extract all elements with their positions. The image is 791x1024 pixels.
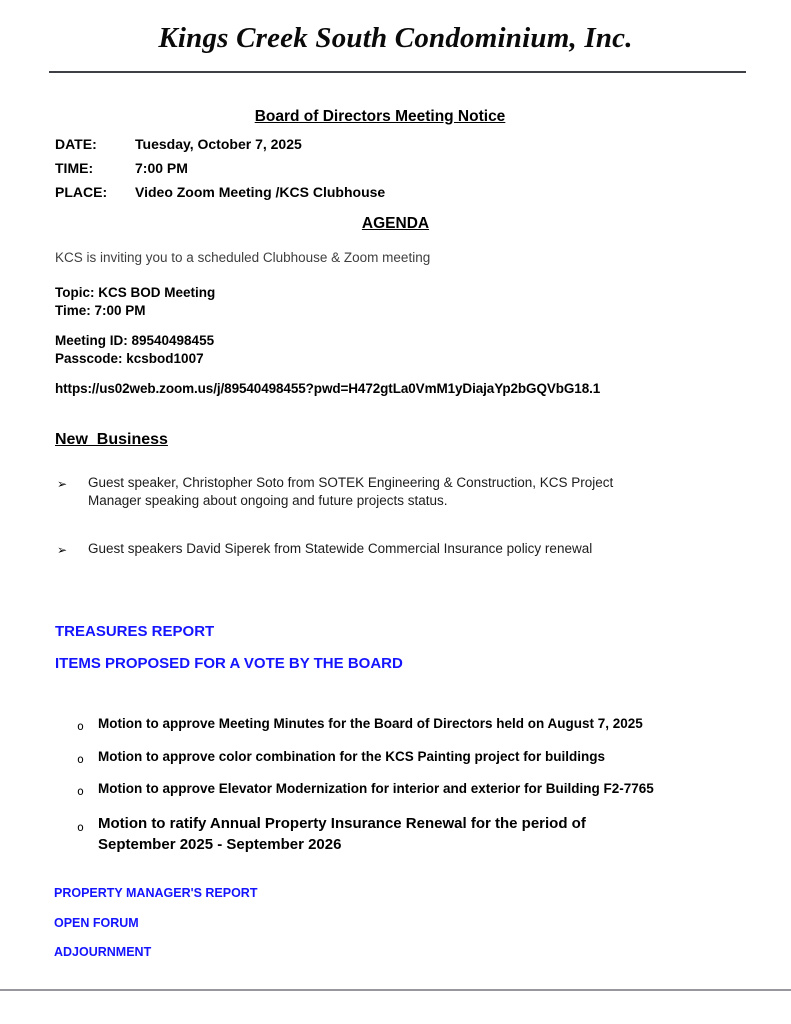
passcode-line: Passcode: kcsbod1007 [55, 350, 204, 366]
motion-text: Motion to approve Meeting Minutes for the Board of Directors held on August 7, 2025 [98, 716, 643, 731]
new-business-item-text: Guest speaker, Christopher Soto from SOTEK Engineering & Construction, KCS Project Manager speaking about ongoing and future projects status. [88, 475, 614, 508]
place-label: PLACE: [55, 184, 108, 200]
treasures-report-heading: TREASURES REPORT [55, 623, 215, 640]
agenda-heading: AGENDA [361, 215, 430, 232]
circle-bullet-icon: o [77, 752, 84, 766]
meeting-date-row [55, 136, 302, 152]
organization-title: Kings Creek South Condominium, Inc. [158, 22, 633, 54]
list-item [77, 748, 738, 768]
property-managers-report-heading: PROPERTY MANAGER'S REPORT [54, 886, 258, 900]
motion-text: Motion to approve color combination for the KCS Painting project for buildings [98, 749, 605, 764]
arrow-bullet-icon: ➢ [57, 543, 68, 557]
open-forum-heading: OPEN FORUM [54, 916, 139, 930]
items-proposed-heading: ITEMS PROPOSED FOR A VOTE BY THE BOARD [55, 655, 403, 672]
zoom-meeting-url[interactable]: https://us02web.zoom.us/j/89540498455?pwd=H472gtLa0VmM1yDiajaYp2bGQVbG18.1 [55, 381, 601, 396]
date-label: DATE: [55, 136, 97, 152]
list-item [77, 780, 738, 800]
new-business-item-text: Guest speakers David Siperek from Statewide Commercial Insurance policy renewal [88, 541, 593, 556]
zoom-invite-line: KCS is inviting you to a scheduled Clubhouse & Zoom meeting [55, 250, 431, 265]
adjournment-heading: ADJOURNMENT [54, 945, 152, 959]
place-value: Video Zoom Meeting /KCS Clubhouse [135, 184, 386, 200]
topic-line: Topic: KCS BOD Meeting [55, 285, 216, 300]
meeting-credentials-block [55, 332, 214, 367]
circle-bullet-icon: o [77, 784, 84, 798]
new-business-heading: New Business [55, 431, 168, 448]
list-item [77, 715, 738, 735]
circle-bullet-icon: o [77, 719, 84, 733]
meeting-time-row [55, 160, 188, 176]
time-line: Time: 7:00 PM [55, 302, 146, 318]
date-value: Tuesday, October 7, 2025 [135, 136, 302, 152]
page-bottom-divider [0, 989, 791, 991]
header-divider [49, 71, 746, 73]
meeting-place-row [55, 184, 385, 200]
time-value: 7:00 PM [135, 160, 188, 176]
arrow-bullet-icon: ➢ [57, 477, 68, 491]
motion-text: Motion to ratify Annual Property Insurance Renewal for the period of September 2025 - September 2026 [98, 815, 586, 853]
meeting-topic-block [55, 284, 215, 319]
notice-title: Board of Directors Meeting Notice [254, 108, 506, 125]
time-label: TIME: [55, 160, 94, 176]
motion-text: Motion to approve Elevator Modernization for interior and exterior for Building F2-7765 [98, 781, 654, 796]
meeting-id-line: Meeting ID: 89540498455 [55, 333, 215, 348]
circle-bullet-icon: o [77, 820, 84, 834]
list-item [57, 540, 663, 559]
list-item [77, 813, 658, 855]
list-item [57, 474, 663, 510]
